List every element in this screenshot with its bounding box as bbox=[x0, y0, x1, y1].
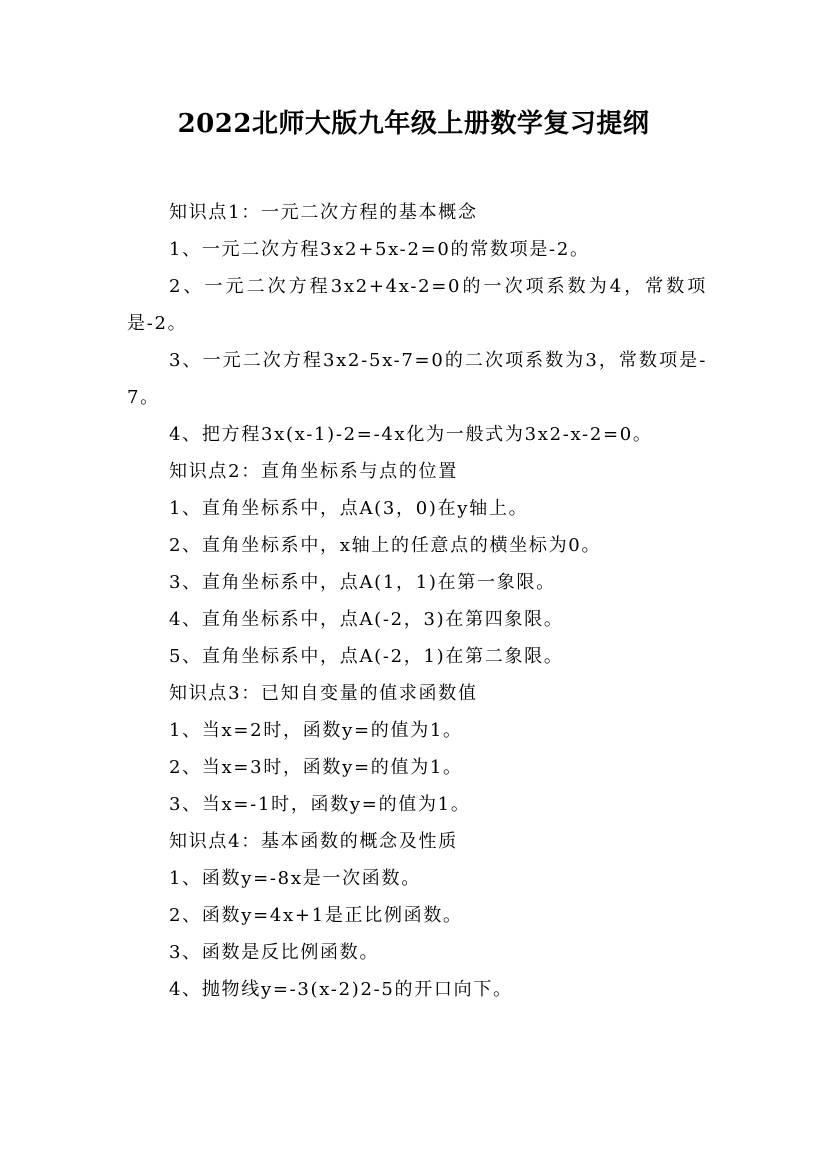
section-heading-4: 知识点4：基本函数的概念及性质 bbox=[169, 831, 458, 852]
document-title: 2022北师大版九年级上册数学复习提纲 bbox=[177, 109, 650, 139]
section-heading-3: 知识点3：已知自变量的值求函数值 bbox=[169, 683, 478, 704]
paragraph-item: 3、当x=-1时，函数y=的值为1。 bbox=[169, 794, 471, 815]
paragraph-item: 3、直角坐标系中，点A(1，1)在第一象限。 bbox=[169, 572, 556, 593]
paragraph-item: 3、一元二次方程3x2-5x-7=0的二次项系数为3，常数项是-7。 bbox=[127, 350, 707, 408]
section-heading-1: 知识点1：一元二次方程的基本概念 bbox=[169, 202, 478, 223]
section-heading-2: 知识点2：直角坐标系与点的位置 bbox=[169, 461, 458, 482]
paragraph-item: 4、把方程3x(x-1)-2=-4x化为一般式为3x2-x-2=0。 bbox=[169, 424, 653, 445]
paragraph-item: 4、直角坐标系中，点A(-2，3)在第四象限。 bbox=[169, 609, 564, 630]
paragraph-item: 2、当x=3时，函数y=的值为1。 bbox=[169, 757, 463, 778]
paragraph-item: 1、当x=2时，函数y=的值为1。 bbox=[169, 720, 463, 741]
paragraph-item: 4、抛物线y=-3(x-2)2-5的开口向下。 bbox=[169, 979, 513, 1000]
document-body bbox=[127, 194, 707, 1008]
paragraph-item: 2、直角坐标系中，x轴上的任意点的横坐标为0。 bbox=[169, 535, 602, 556]
paragraph-item: 1、函数y=-8x是一次函数。 bbox=[169, 868, 421, 889]
paragraph-item: 5、直角坐标系中，点A(-2，1)在第二象限。 bbox=[169, 646, 564, 667]
paragraph-item: 2、一元二次方程3x2+4x-2=0的一次项系数为4，常数项是-2。 bbox=[127, 276, 707, 334]
paragraph-item: 1、直角坐标系中，点A(3，0)在y轴上。 bbox=[169, 498, 529, 519]
paragraph-item: 1、一元二次方程3x2+5x-2=0的常数项是-2。 bbox=[169, 239, 590, 260]
paragraph-item: 3、函数是反比例函数。 bbox=[169, 942, 380, 963]
paragraph-item: 2、函数y=4x+1是正比例函数。 bbox=[169, 905, 463, 926]
